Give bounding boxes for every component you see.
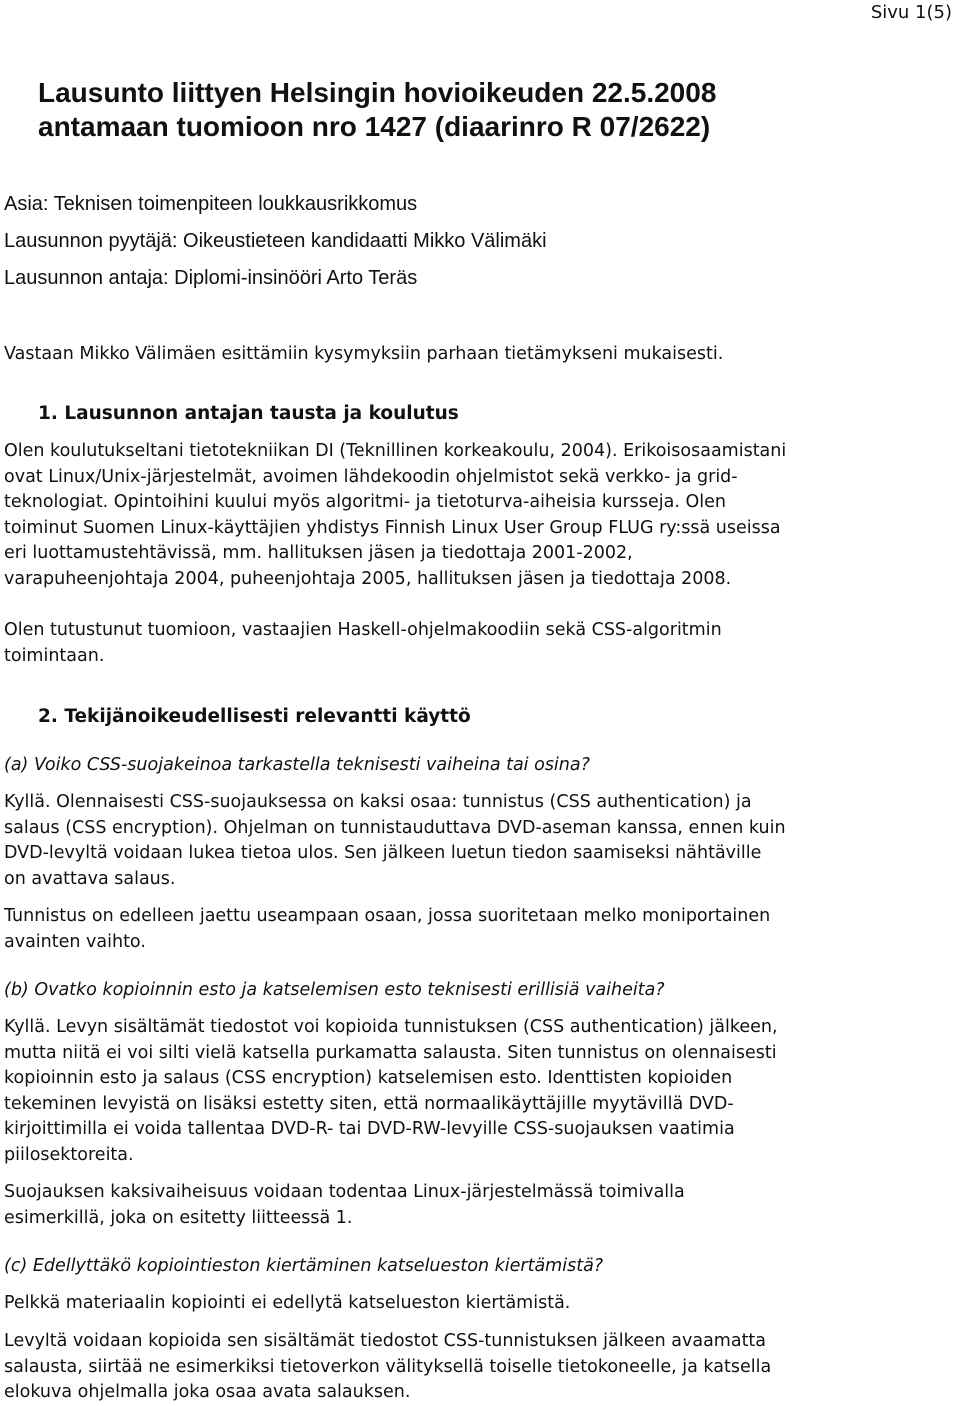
page-number: Sivu 1(5) — [870, 2, 952, 23]
answer-b-paragraph-1 — [4, 1015, 960, 1168]
text-line: toimintaan. — [4, 645, 105, 666]
text-line: on avattava salaus. — [4, 868, 176, 889]
text-line: kopioinnin esto ja salaus (CSS encryption) katselemisen esto. Identtisten kopioiden — [4, 1068, 733, 1088]
section-2-heading: 2. Tekijänoikeudellisesti relevantti käyttö — [38, 706, 471, 727]
text-line: toiminut Suomen Linux-käyttäjien yhdistys Finnish Linux User Group FLUG ry:ssä useissa — [4, 517, 781, 538]
text-line: Olen koulutukseltani tietotekniikan DI (Teknillinen korkeakoulu, 2004). Erikoisosaamistani — [4, 441, 787, 461]
text-line: mutta niitä ei voi silti vielä katsella purkamatta salausta. Siten tunnistus on olennaisesti — [4, 1042, 777, 1063]
title-line-2: antamaan tuomioon nro 1427 (diaarinro R 07/2622) — [38, 111, 711, 142]
text-line: DVD-levyltä voidaan lukea tietoa ulos. Sen jälkeen luetun tiedon saamiseksi nähtäville — [4, 843, 762, 863]
text-line: kirjoittimilla ei voida tallentaa DVD-R- tai DVD-RW-levyille CSS-suojauksen vaatimia — [4, 1119, 735, 1139]
requester-line: Lausunnon pyytäjä: Oikeustieteen kandidaatti Mikko Välimäki — [4, 230, 547, 252]
section-1-heading: 1. Lausunnon antajan tausta ja koulutus — [38, 403, 459, 424]
text-line: esimerkillä, joka on esitetty liitteessä 1. — [4, 1207, 353, 1228]
text-line: Olen tutustunut tuomioon, vastaajien Haskell-ohjelmakoodiin sekä CSS-algoritmin — [4, 620, 722, 640]
question-a: (a) Voiko CSS-suojakeinoa tarkastella teknisesti vaiheina tai osina? — [4, 755, 590, 775]
question-c: (c) Edellyttäkö kopiointieston kiertäminen katselueston kiertämistä? — [4, 1256, 604, 1276]
text-line: Tunnistus on edelleen jaettu useampaan osaan, jossa suoritetaan melko moniportainen — [4, 906, 771, 926]
text-line: Pelkkä materiaalin kopiointi ei edellytä katselueston kiertämistä. — [4, 1293, 571, 1313]
title-line-1: Lausunto liittyen Helsingin hovioikeuden 22.5.2008 — [38, 77, 717, 108]
text-line: Kyllä. Levyn sisältämät tiedostot voi kopioida tunnistuksen (CSS authentication) jälkeen, — [4, 1017, 778, 1037]
text-line: Kyllä. Olennaisesti CSS-suojauksessa on kaksi osaa: tunnistus (CSS authentication) ja — [4, 792, 752, 812]
text-line: elokuva ohjelmalla joka osaa avata salauksen. — [4, 1382, 411, 1402]
text-line: salausta, siirtää ne esimerkiksi tietoverkon välityksellä toiselle tietokoneelle, ja katsella — [4, 1356, 772, 1377]
text-line: salaus (CSS encryption). Ohjelman on tunnistauduttava DVD-aseman kanssa, ennen kuin — [4, 817, 786, 838]
answer-c-paragraph-1 — [4, 1291, 960, 1317]
giver-line: Lausunnon antaja: Diplomi-insinööri Arto Teräs — [4, 267, 418, 289]
text-line: eri luottamustehtävissä, mm. hallituksen jäsen ja tiedottaja 2001-2002, — [4, 543, 633, 563]
section-1-paragraph-1 — [4, 439, 960, 592]
intro-paragraph: Vastaan Mikko Välimäen esittämiin kysymyksiin parhaan tietämykseni mukaisesti. — [4, 344, 724, 364]
text-line: avainten vaihto. — [4, 931, 146, 952]
answer-a-paragraph-1 — [4, 790, 960, 892]
text-line: teknologiat. Opintoihini kuului myös algoritmi- ja tietoturva-aiheisia kursseja. Olen — [4, 492, 727, 512]
document-title — [38, 76, 938, 144]
text-line: tekeminen levyistä on lisäksi estetty siten, että normaalikäyttäjille myytävillä DVD- — [4, 1093, 734, 1114]
question-b: (b) Ovatko kopioinnin esto ja katselemisen esto teknisesti erillisiä vaiheita? — [4, 980, 665, 1000]
text-line: Suojauksen kaksivaiheisuus voidaan todentaa Linux-järjestelmässä toimivalla — [4, 1182, 685, 1202]
answer-b-paragraph-2 — [4, 1180, 960, 1231]
text-line: varapuheenjohtaja 2004, puheenjohtaja 2005, hallituksen jäsen ja tiedottaja 2008. — [4, 568, 732, 589]
section-1-paragraph-2 — [4, 618, 960, 669]
answer-a-paragraph-2 — [4, 904, 960, 955]
answer-c-paragraph-2 — [4, 1329, 960, 1406]
text-line: ovat Linux/Unix-järjestelmät, avoimen lähdekoodin ohjelmistot sekä verkko- ja grid- — [4, 466, 738, 487]
subject-line: Asia: Teknisen toimenpiteen loukkausrikkomus — [4, 193, 418, 215]
text-line: piilosektoreita. — [4, 1144, 134, 1165]
text-line: Levyltä voidaan kopioida sen sisältämät tiedostot CSS-tunnistuksen jälkeen avaamatta — [4, 1331, 767, 1351]
